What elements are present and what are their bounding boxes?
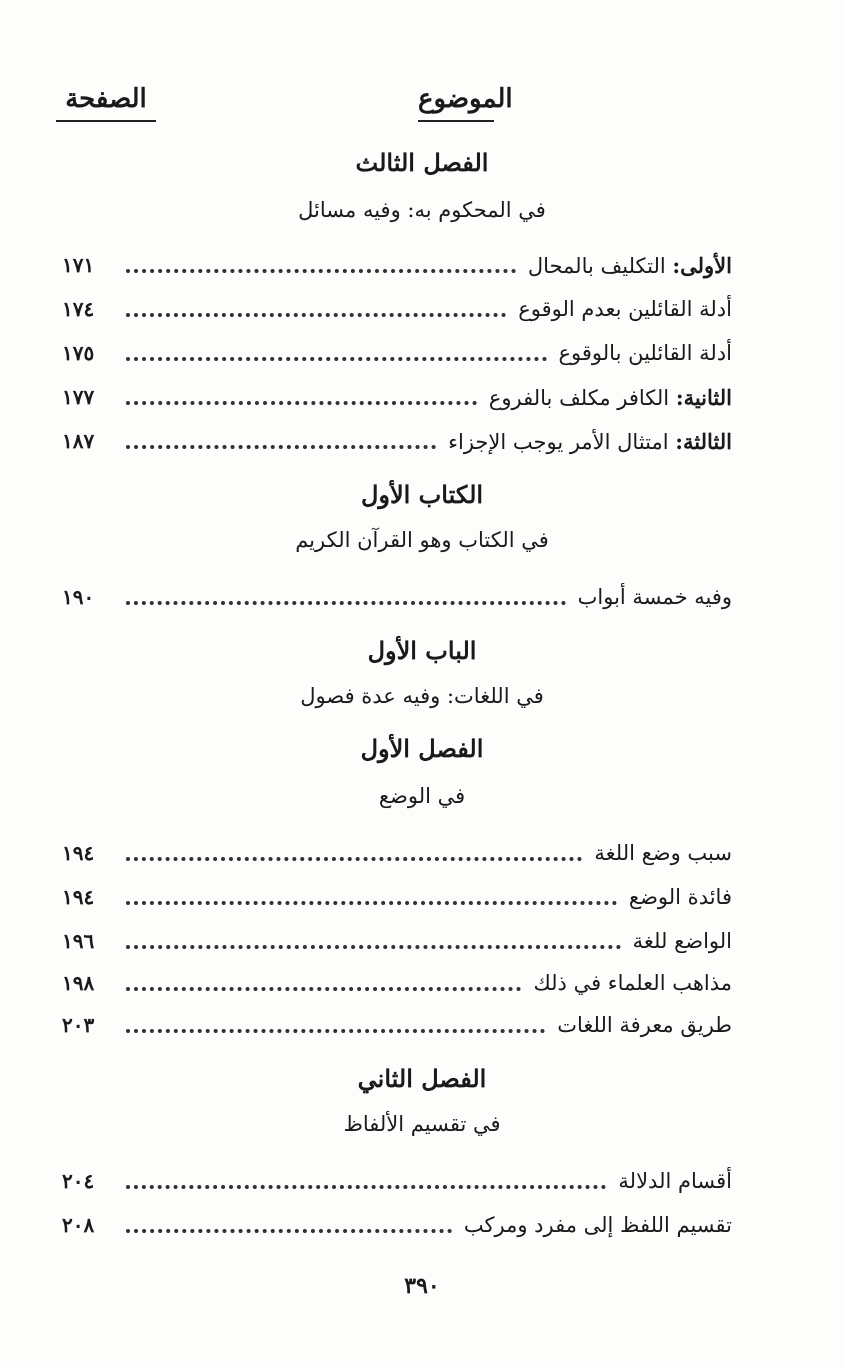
entry-label: الثالثة: [675, 428, 732, 454]
dot-leader [126, 601, 566, 605]
entry-title: سبب وضع اللغة [594, 841, 732, 865]
dot-leader [126, 313, 506, 317]
entry-title: الواضع للغة [632, 929, 732, 953]
entry-page-number: ١٧٥ [62, 341, 95, 365]
entry-title: أقسام الدلالة [618, 1169, 732, 1193]
dot-leader [126, 401, 477, 405]
entry-page-number: ١٩٦ [62, 929, 95, 953]
section-subtitle: في الوضع [378, 784, 466, 808]
dot-leader [126, 445, 436, 449]
entry-page-number: ١٧١ [62, 253, 95, 277]
page-column-header: الصفحة [56, 84, 156, 122]
toc-entry[interactable] [62, 880, 732, 914]
dot-leader [126, 1229, 452, 1233]
entry-label: الأولى: [672, 252, 732, 278]
toc-entry[interactable] [62, 424, 732, 458]
entry-text [489, 385, 732, 410]
entry-title: أدلة القائلين بعدم الوقوع [518, 297, 732, 321]
entry-title: امتثال الأمر يوجب الإجزاء [448, 429, 669, 454]
dot-leader [126, 269, 516, 273]
dot-leader [126, 1185, 606, 1189]
entry-page-number: ١٩٤ [62, 885, 95, 909]
page-number: ٣٩٠ [404, 1273, 440, 1299]
dot-leader [126, 901, 617, 905]
entry-page-number: ١٩٨ [62, 971, 95, 995]
topic-column-header: الموضوع [418, 84, 494, 122]
entry-page-number: ٢٠٣ [62, 1013, 95, 1037]
section-title: الباب الأول [367, 636, 477, 665]
section-subtitle: في تقسيم الألفاظ [343, 1112, 501, 1136]
entry-title: الكافر مكلف بالفروع [488, 385, 670, 410]
entry-page-number: ١٩٠ [62, 585, 95, 609]
toc-entry[interactable] [62, 836, 732, 870]
entry-title: مذاهب العلماء في ذلك [533, 971, 732, 995]
entry-title: تقسيم اللفظ إلى مفرد ومركب [463, 1213, 732, 1237]
entry-title: أدلة القائلين بالوقوع [558, 341, 732, 365]
toc-entry[interactable] [62, 924, 732, 958]
dot-leader [126, 357, 547, 361]
entry-page-number: ١٨٧ [62, 429, 95, 453]
entry-title: فائدة الوضع [628, 885, 732, 909]
dot-leader [126, 857, 582, 861]
entry-text [448, 429, 732, 454]
section-title: الكتاب الأول [360, 480, 484, 509]
section-title: الفصل الثالث [355, 148, 489, 177]
toc-entry[interactable] [62, 248, 732, 282]
section-subtitle: في الكتاب وهو القرآن الكريم [295, 528, 549, 552]
entry-label: الثانية: [675, 384, 732, 410]
entry-page-number: ٢٠٨ [62, 1213, 95, 1237]
toc-entry[interactable] [62, 1208, 732, 1242]
toc-entry[interactable] [62, 1164, 732, 1198]
toc-entry[interactable] [62, 966, 732, 1000]
dot-leader [126, 987, 521, 991]
entry-title: وفيه خمسة أبواب [577, 585, 732, 609]
toc-entry[interactable] [62, 1008, 732, 1042]
section-subtitle: في اللغات: وفيه عدة فصول [300, 684, 544, 708]
toc-entry[interactable] [62, 292, 732, 326]
entry-text [528, 253, 732, 278]
section-subtitle: في المحكوم به: وفيه مسائل [298, 198, 546, 222]
entry-page-number: ١٧٤ [62, 297, 95, 321]
toc-entry[interactable] [62, 580, 732, 614]
entry-title: طريق معرفة اللغات [557, 1013, 732, 1037]
entry-page-number: ٢٠٤ [62, 1169, 95, 1193]
dot-leader [126, 945, 621, 949]
entry-page-number: ١٩٤ [62, 841, 95, 865]
dot-leader [126, 1029, 545, 1033]
entry-title: التكليف بالمحال [527, 253, 666, 278]
entry-page-number: ١٧٧ [62, 385, 95, 409]
section-title: الفصل الثاني [357, 1064, 487, 1093]
toc-entry[interactable] [62, 336, 732, 370]
toc-entry[interactable] [62, 380, 732, 414]
section-title: الفصل الأول [360, 734, 484, 763]
